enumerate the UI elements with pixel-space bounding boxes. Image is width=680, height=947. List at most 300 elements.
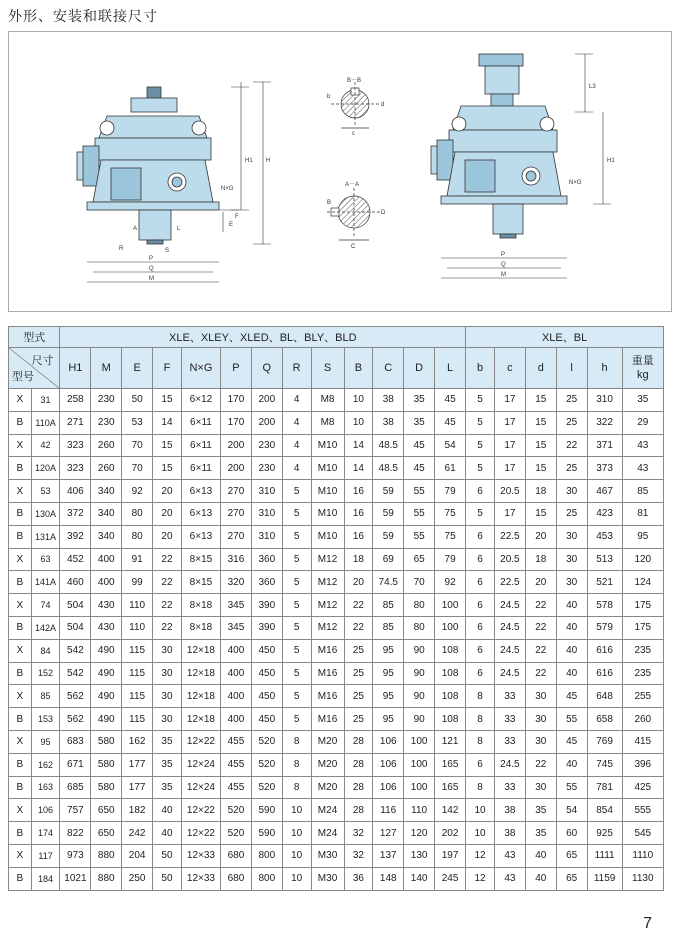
table-cell: 25 bbox=[344, 685, 373, 708]
column-header: S bbox=[311, 348, 344, 389]
table-cell: 35 bbox=[153, 730, 182, 753]
table-cell: 5 bbox=[282, 548, 311, 571]
table-cell: 1159 bbox=[587, 867, 622, 890]
table-cell: 520 bbox=[251, 753, 282, 776]
table-cell: 108 bbox=[435, 685, 466, 708]
page-number: 7 bbox=[643, 915, 652, 932]
table-cell: 175 bbox=[622, 616, 663, 639]
table-cell: 230 bbox=[251, 457, 282, 480]
column-header: d bbox=[525, 348, 556, 389]
model-cell: 153 bbox=[31, 708, 60, 731]
table-cell: 69 bbox=[373, 548, 404, 571]
table-cell: 75 bbox=[435, 525, 466, 548]
table-cell: 396 bbox=[622, 753, 663, 776]
table-cell: 33 bbox=[494, 776, 525, 799]
table-row bbox=[9, 776, 664, 799]
table-cell: 106 bbox=[373, 753, 404, 776]
table-row bbox=[9, 548, 664, 571]
table-cell: 59 bbox=[373, 502, 404, 525]
series-cell: B bbox=[9, 616, 32, 639]
table-cell: M12 bbox=[311, 571, 344, 594]
table-cell: 6×13 bbox=[181, 502, 220, 525]
table-cell: 6 bbox=[466, 662, 495, 685]
table-cell: 8×15 bbox=[181, 571, 220, 594]
table-cell: 235 bbox=[622, 639, 663, 662]
table-cell: 110 bbox=[122, 594, 153, 617]
table-cell: 562 bbox=[60, 685, 91, 708]
table-cell: M10 bbox=[311, 502, 344, 525]
table-cell: 373 bbox=[587, 457, 622, 480]
table-cell: 35 bbox=[525, 799, 556, 822]
table-cell: 10 bbox=[466, 822, 495, 845]
table-row bbox=[9, 662, 664, 685]
table-cell: 22 bbox=[153, 571, 182, 594]
table-cell: 12 bbox=[466, 867, 495, 890]
table-cell: 40 bbox=[153, 822, 182, 845]
series-cell: B bbox=[9, 502, 32, 525]
table-cell: 430 bbox=[91, 594, 122, 617]
table-cell: 17 bbox=[494, 389, 525, 412]
table-cell: 8×18 bbox=[181, 616, 220, 639]
table-cell: 22 bbox=[153, 594, 182, 617]
table-cell: 260 bbox=[622, 708, 663, 731]
table-cell: 781 bbox=[587, 776, 622, 799]
model-cell: 142A bbox=[31, 616, 60, 639]
table-cell: 130 bbox=[404, 844, 435, 867]
table-cell: 683 bbox=[60, 730, 91, 753]
table-cell: 460 bbox=[60, 571, 91, 594]
table-cell: 616 bbox=[587, 662, 622, 685]
table-cell: 415 bbox=[622, 730, 663, 753]
table-cell: 5 bbox=[466, 389, 495, 412]
model-cell: 85 bbox=[31, 685, 60, 708]
table-cell: 671 bbox=[60, 753, 91, 776]
table-row bbox=[9, 480, 664, 503]
table-cell: 204 bbox=[122, 844, 153, 867]
table-cell: 22 bbox=[344, 594, 373, 617]
table-cell: 17 bbox=[494, 434, 525, 457]
table-cell: 55 bbox=[404, 480, 435, 503]
model-cell: 162 bbox=[31, 753, 60, 776]
series-cell: B bbox=[9, 867, 32, 890]
table-cell: 15 bbox=[525, 502, 556, 525]
table-cell: 48.5 bbox=[373, 434, 404, 457]
table-cell: M8 bbox=[311, 411, 344, 434]
table-cell: 15 bbox=[525, 457, 556, 480]
table-row bbox=[9, 594, 664, 617]
table-cell: 580 bbox=[91, 776, 122, 799]
corner-model-label: 型号 bbox=[12, 371, 34, 383]
table-cell: 12×18 bbox=[181, 662, 220, 685]
table-cell: 106 bbox=[373, 776, 404, 799]
table-cell: M10 bbox=[311, 480, 344, 503]
table-cell: 270 bbox=[221, 480, 252, 503]
table-cell: 15 bbox=[153, 389, 182, 412]
model-cell: 120A bbox=[31, 457, 60, 480]
table-cell: 24.5 bbox=[494, 753, 525, 776]
table-cell: 650 bbox=[91, 822, 122, 845]
table-cell: 20 bbox=[344, 571, 373, 594]
table-cell: 6 bbox=[466, 571, 495, 594]
table-cell: M12 bbox=[311, 548, 344, 571]
table-cell: 30 bbox=[153, 708, 182, 731]
series-cell: X bbox=[9, 799, 32, 822]
table-cell: 35 bbox=[525, 822, 556, 845]
table-cell: 5 bbox=[282, 708, 311, 731]
model-cell: 131A bbox=[31, 525, 60, 548]
table-cell: 100 bbox=[404, 776, 435, 799]
table-cell: M16 bbox=[311, 639, 344, 662]
table-row bbox=[9, 525, 664, 548]
table-cell: 92 bbox=[122, 480, 153, 503]
table-cell: 390 bbox=[251, 594, 282, 617]
table-cell: 99 bbox=[122, 571, 153, 594]
model-cell: 84 bbox=[31, 639, 60, 662]
dimension-spec-table bbox=[8, 326, 664, 891]
table-row bbox=[9, 708, 664, 731]
table-cell: 658 bbox=[587, 708, 622, 731]
table-cell: 360 bbox=[251, 571, 282, 594]
table-cell: 95 bbox=[373, 662, 404, 685]
table-cell: 6 bbox=[466, 480, 495, 503]
table-cell: 5 bbox=[466, 434, 495, 457]
table-cell: 45 bbox=[404, 457, 435, 480]
table-cell: 30 bbox=[556, 571, 587, 594]
table-cell: 310 bbox=[251, 502, 282, 525]
label-f: F bbox=[235, 214, 239, 220]
table-cell: M20 bbox=[311, 776, 344, 799]
table-cell: 10 bbox=[344, 411, 373, 434]
table-cell: 30 bbox=[525, 685, 556, 708]
table-cell: 20 bbox=[153, 502, 182, 525]
label-s: S bbox=[165, 248, 170, 254]
table-cell: 35 bbox=[622, 389, 663, 412]
table-cell: 6×13 bbox=[181, 525, 220, 548]
table-cell: 242 bbox=[122, 822, 153, 845]
table-cell: 5 bbox=[282, 616, 311, 639]
table-cell: 35 bbox=[404, 411, 435, 434]
column-header: c bbox=[494, 348, 525, 389]
table-cell: 453 bbox=[587, 525, 622, 548]
table-cell: 95 bbox=[373, 708, 404, 731]
label-b-upper: B bbox=[327, 200, 332, 206]
table-cell: 235 bbox=[622, 662, 663, 685]
table-cell: 40 bbox=[525, 867, 556, 890]
table-cell: 6 bbox=[466, 548, 495, 571]
table-cell: 5 bbox=[282, 594, 311, 617]
table-column-header-row bbox=[9, 348, 664, 389]
table-cell: 1111 bbox=[587, 844, 622, 867]
table-cell: 425 bbox=[622, 776, 663, 799]
table-cell: 33 bbox=[494, 708, 525, 731]
model-cell: 106 bbox=[31, 799, 60, 822]
table-cell: 200 bbox=[251, 389, 282, 412]
table-cell: M12 bbox=[311, 616, 344, 639]
column-header: Q bbox=[251, 348, 282, 389]
table-cell: 20 bbox=[525, 525, 556, 548]
table-cell: 106 bbox=[373, 730, 404, 753]
table-cell: 54 bbox=[556, 799, 587, 822]
model-cell: 184 bbox=[31, 867, 60, 890]
table-cell: 65 bbox=[556, 844, 587, 867]
table-cell: 70 bbox=[122, 434, 153, 457]
table-cell: 10 bbox=[344, 389, 373, 412]
table-cell: 15 bbox=[525, 411, 556, 434]
table-cell: 55 bbox=[404, 502, 435, 525]
table-cell: 91 bbox=[122, 548, 153, 571]
table-cell: 124 bbox=[622, 571, 663, 594]
series-cell: X bbox=[9, 480, 32, 503]
label-nxg: N×G bbox=[221, 186, 234, 192]
table-cell: 25 bbox=[344, 639, 373, 662]
table-cell: 80 bbox=[404, 594, 435, 617]
table-cell: 18 bbox=[525, 548, 556, 571]
table-cell: 310 bbox=[251, 525, 282, 548]
table-cell: 90 bbox=[404, 639, 435, 662]
table-cell: 35 bbox=[153, 753, 182, 776]
table-cell: 22 bbox=[344, 616, 373, 639]
table-group-header-row bbox=[9, 327, 664, 348]
table-cell: 16 bbox=[344, 502, 373, 525]
table-cell: 22.5 bbox=[494, 525, 525, 548]
table-cell: 22 bbox=[525, 616, 556, 639]
series-cell: B bbox=[9, 571, 32, 594]
table-cell: 55 bbox=[404, 525, 435, 548]
table-cell: 579 bbox=[587, 616, 622, 639]
table-cell: 55 bbox=[556, 708, 587, 731]
table-cell: 8 bbox=[466, 776, 495, 799]
label-e: E bbox=[229, 222, 234, 228]
table-cell: 490 bbox=[91, 685, 122, 708]
table-cell: 85 bbox=[373, 616, 404, 639]
table-row bbox=[9, 639, 664, 662]
table-cell: 100 bbox=[404, 753, 435, 776]
table-cell: 22 bbox=[525, 639, 556, 662]
section-b-b bbox=[331, 82, 379, 128]
table-cell: 580 bbox=[91, 753, 122, 776]
table-cell: 40 bbox=[525, 844, 556, 867]
table-row bbox=[9, 753, 664, 776]
table-cell: 580 bbox=[91, 730, 122, 753]
table-cell: 18 bbox=[344, 548, 373, 571]
table-cell: 6 bbox=[466, 616, 495, 639]
table-cell: 8×18 bbox=[181, 594, 220, 617]
table-cell: 40 bbox=[556, 662, 587, 685]
table-cell: M24 bbox=[311, 799, 344, 822]
series-cell: X bbox=[9, 639, 32, 662]
column-header: E bbox=[122, 348, 153, 389]
model-cell: 141A bbox=[31, 571, 60, 594]
table-cell: 59 bbox=[373, 480, 404, 503]
table-cell: 90 bbox=[404, 662, 435, 685]
table-cell: 467 bbox=[587, 480, 622, 503]
table-cell: 24.5 bbox=[494, 594, 525, 617]
label-c-upper: C bbox=[351, 244, 356, 250]
table-cell: M20 bbox=[311, 753, 344, 776]
table-cell: 6 bbox=[466, 594, 495, 617]
right-reducer-drawing bbox=[431, 54, 567, 238]
table-cell: 80 bbox=[122, 502, 153, 525]
table-cell: M8 bbox=[311, 389, 344, 412]
table-cell: 4 bbox=[282, 389, 311, 412]
table-cell: 165 bbox=[435, 753, 466, 776]
table-cell: 578 bbox=[587, 594, 622, 617]
table-cell: 372 bbox=[60, 502, 91, 525]
table-row bbox=[9, 411, 664, 434]
table-cell: 323 bbox=[60, 434, 91, 457]
page-title: 外形、安装和联接尺寸 bbox=[8, 8, 158, 24]
table-cell: 61 bbox=[435, 457, 466, 480]
label-r: R bbox=[119, 246, 124, 252]
model-cell: 117 bbox=[31, 844, 60, 867]
table-cell: 925 bbox=[587, 822, 622, 845]
table-cell: M16 bbox=[311, 662, 344, 685]
table-cell: 5 bbox=[466, 457, 495, 480]
table-cell: M30 bbox=[311, 867, 344, 890]
table-cell: 38 bbox=[494, 799, 525, 822]
label-m-right: M bbox=[501, 272, 506, 278]
series-cell: B bbox=[9, 753, 32, 776]
table-cell: 115 bbox=[122, 662, 153, 685]
table-cell: 24.5 bbox=[494, 639, 525, 662]
table-cell: 74.5 bbox=[373, 571, 404, 594]
table-cell: 108 bbox=[435, 708, 466, 731]
table-row bbox=[9, 434, 664, 457]
table-cell: 81 bbox=[622, 502, 663, 525]
table-cell: 22 bbox=[525, 594, 556, 617]
table-cell: 30 bbox=[525, 776, 556, 799]
table-cell: 680 bbox=[221, 867, 252, 890]
table-cell: 8 bbox=[466, 685, 495, 708]
table-cell: 50 bbox=[122, 389, 153, 412]
table-cell: 60 bbox=[556, 822, 587, 845]
label-l: L bbox=[177, 226, 181, 232]
table-cell: 115 bbox=[122, 685, 153, 708]
label-h1-right: H1 bbox=[607, 158, 615, 164]
table-cell: 15 bbox=[153, 434, 182, 457]
table-cell: 45 bbox=[556, 730, 587, 753]
table-cell: 12×33 bbox=[181, 844, 220, 867]
table-cell: M24 bbox=[311, 822, 344, 845]
table-cell: 137 bbox=[373, 844, 404, 867]
table-cell: 5 bbox=[282, 525, 311, 548]
table-cell: 33 bbox=[494, 730, 525, 753]
label-a: A bbox=[133, 226, 138, 232]
table-cell: 400 bbox=[91, 548, 122, 571]
table-cell: 8 bbox=[282, 776, 311, 799]
table-cell: 45 bbox=[404, 434, 435, 457]
table-cell: 12 bbox=[466, 844, 495, 867]
column-header: H1 bbox=[60, 348, 91, 389]
table-cell: 455 bbox=[221, 730, 252, 753]
table-cell: 177 bbox=[122, 753, 153, 776]
technical-drawing-svg bbox=[9, 32, 671, 311]
column-header: C bbox=[373, 348, 404, 389]
series-cell: X bbox=[9, 434, 32, 457]
table-cell: 100 bbox=[404, 730, 435, 753]
table-cell: 25 bbox=[556, 457, 587, 480]
left-reducer-drawing bbox=[77, 87, 219, 244]
table-cell: 542 bbox=[60, 639, 91, 662]
table-cell: 12×18 bbox=[181, 708, 220, 731]
table-cell: 10 bbox=[282, 844, 311, 867]
table-cell: 590 bbox=[251, 799, 282, 822]
table-row bbox=[9, 867, 664, 890]
table-cell: 25 bbox=[556, 502, 587, 525]
table-cell: 28 bbox=[344, 753, 373, 776]
table-cell: 165 bbox=[435, 776, 466, 799]
table-cell: 230 bbox=[91, 389, 122, 412]
table-row bbox=[9, 616, 664, 639]
label-m: M bbox=[149, 276, 154, 282]
table-cell: 108 bbox=[435, 662, 466, 685]
table-cell: 10 bbox=[282, 867, 311, 890]
table-cell: 6 bbox=[466, 639, 495, 662]
table-cell: 322 bbox=[587, 411, 622, 434]
table-cell: 340 bbox=[91, 480, 122, 503]
table-cell: 400 bbox=[91, 571, 122, 594]
table-cell: M16 bbox=[311, 708, 344, 731]
table-cell: 48.5 bbox=[373, 457, 404, 480]
table-cell: 80 bbox=[122, 525, 153, 548]
table-cell: 250 bbox=[122, 867, 153, 890]
column-header: R bbox=[282, 348, 311, 389]
table-cell: 450 bbox=[251, 639, 282, 662]
table-cell: 108 bbox=[435, 639, 466, 662]
table-cell: 25 bbox=[344, 662, 373, 685]
table-cell: 5 bbox=[282, 502, 311, 525]
table-cell: 1110 bbox=[622, 844, 663, 867]
table-cell: 22 bbox=[525, 662, 556, 685]
table-cell: 90 bbox=[404, 708, 435, 731]
table-cell: 36 bbox=[344, 867, 373, 890]
table-cell: 590 bbox=[251, 822, 282, 845]
series-cell: X bbox=[9, 389, 32, 412]
table-cell: 79 bbox=[435, 480, 466, 503]
table-row bbox=[9, 844, 664, 867]
model-cell: 74 bbox=[31, 594, 60, 617]
column-header: M bbox=[91, 348, 122, 389]
model-cell: 174 bbox=[31, 822, 60, 845]
table-cell: 5 bbox=[282, 662, 311, 685]
table-cell: 30 bbox=[525, 730, 556, 753]
table-cell: 54 bbox=[435, 434, 466, 457]
table-cell: 12×22 bbox=[181, 799, 220, 822]
table-cell: 400 bbox=[221, 662, 252, 685]
table-cell: 12×18 bbox=[181, 685, 220, 708]
table-cell: 115 bbox=[122, 639, 153, 662]
series-cell: B bbox=[9, 525, 32, 548]
table-cell: M10 bbox=[311, 525, 344, 548]
table-cell: 20.5 bbox=[494, 548, 525, 571]
table-cell: 148 bbox=[373, 867, 404, 890]
table-cell: 12×18 bbox=[181, 639, 220, 662]
table-cell: 400 bbox=[221, 685, 252, 708]
series-cell: B bbox=[9, 822, 32, 845]
model-cell: 130A bbox=[31, 502, 60, 525]
series-cell: B bbox=[9, 662, 32, 685]
table-cell: 1021 bbox=[60, 867, 91, 890]
corner-cell bbox=[9, 348, 60, 389]
table-cell: 555 bbox=[622, 799, 663, 822]
table-cell: 490 bbox=[91, 639, 122, 662]
series-cell: B bbox=[9, 708, 32, 731]
series-main-header: XLE、XLEY、XLED、BL、BLY、BLD bbox=[60, 327, 466, 348]
table-cell: 455 bbox=[221, 753, 252, 776]
table-cell: 12×24 bbox=[181, 753, 220, 776]
table-cell: 360 bbox=[251, 548, 282, 571]
table-cell: 270 bbox=[221, 525, 252, 548]
